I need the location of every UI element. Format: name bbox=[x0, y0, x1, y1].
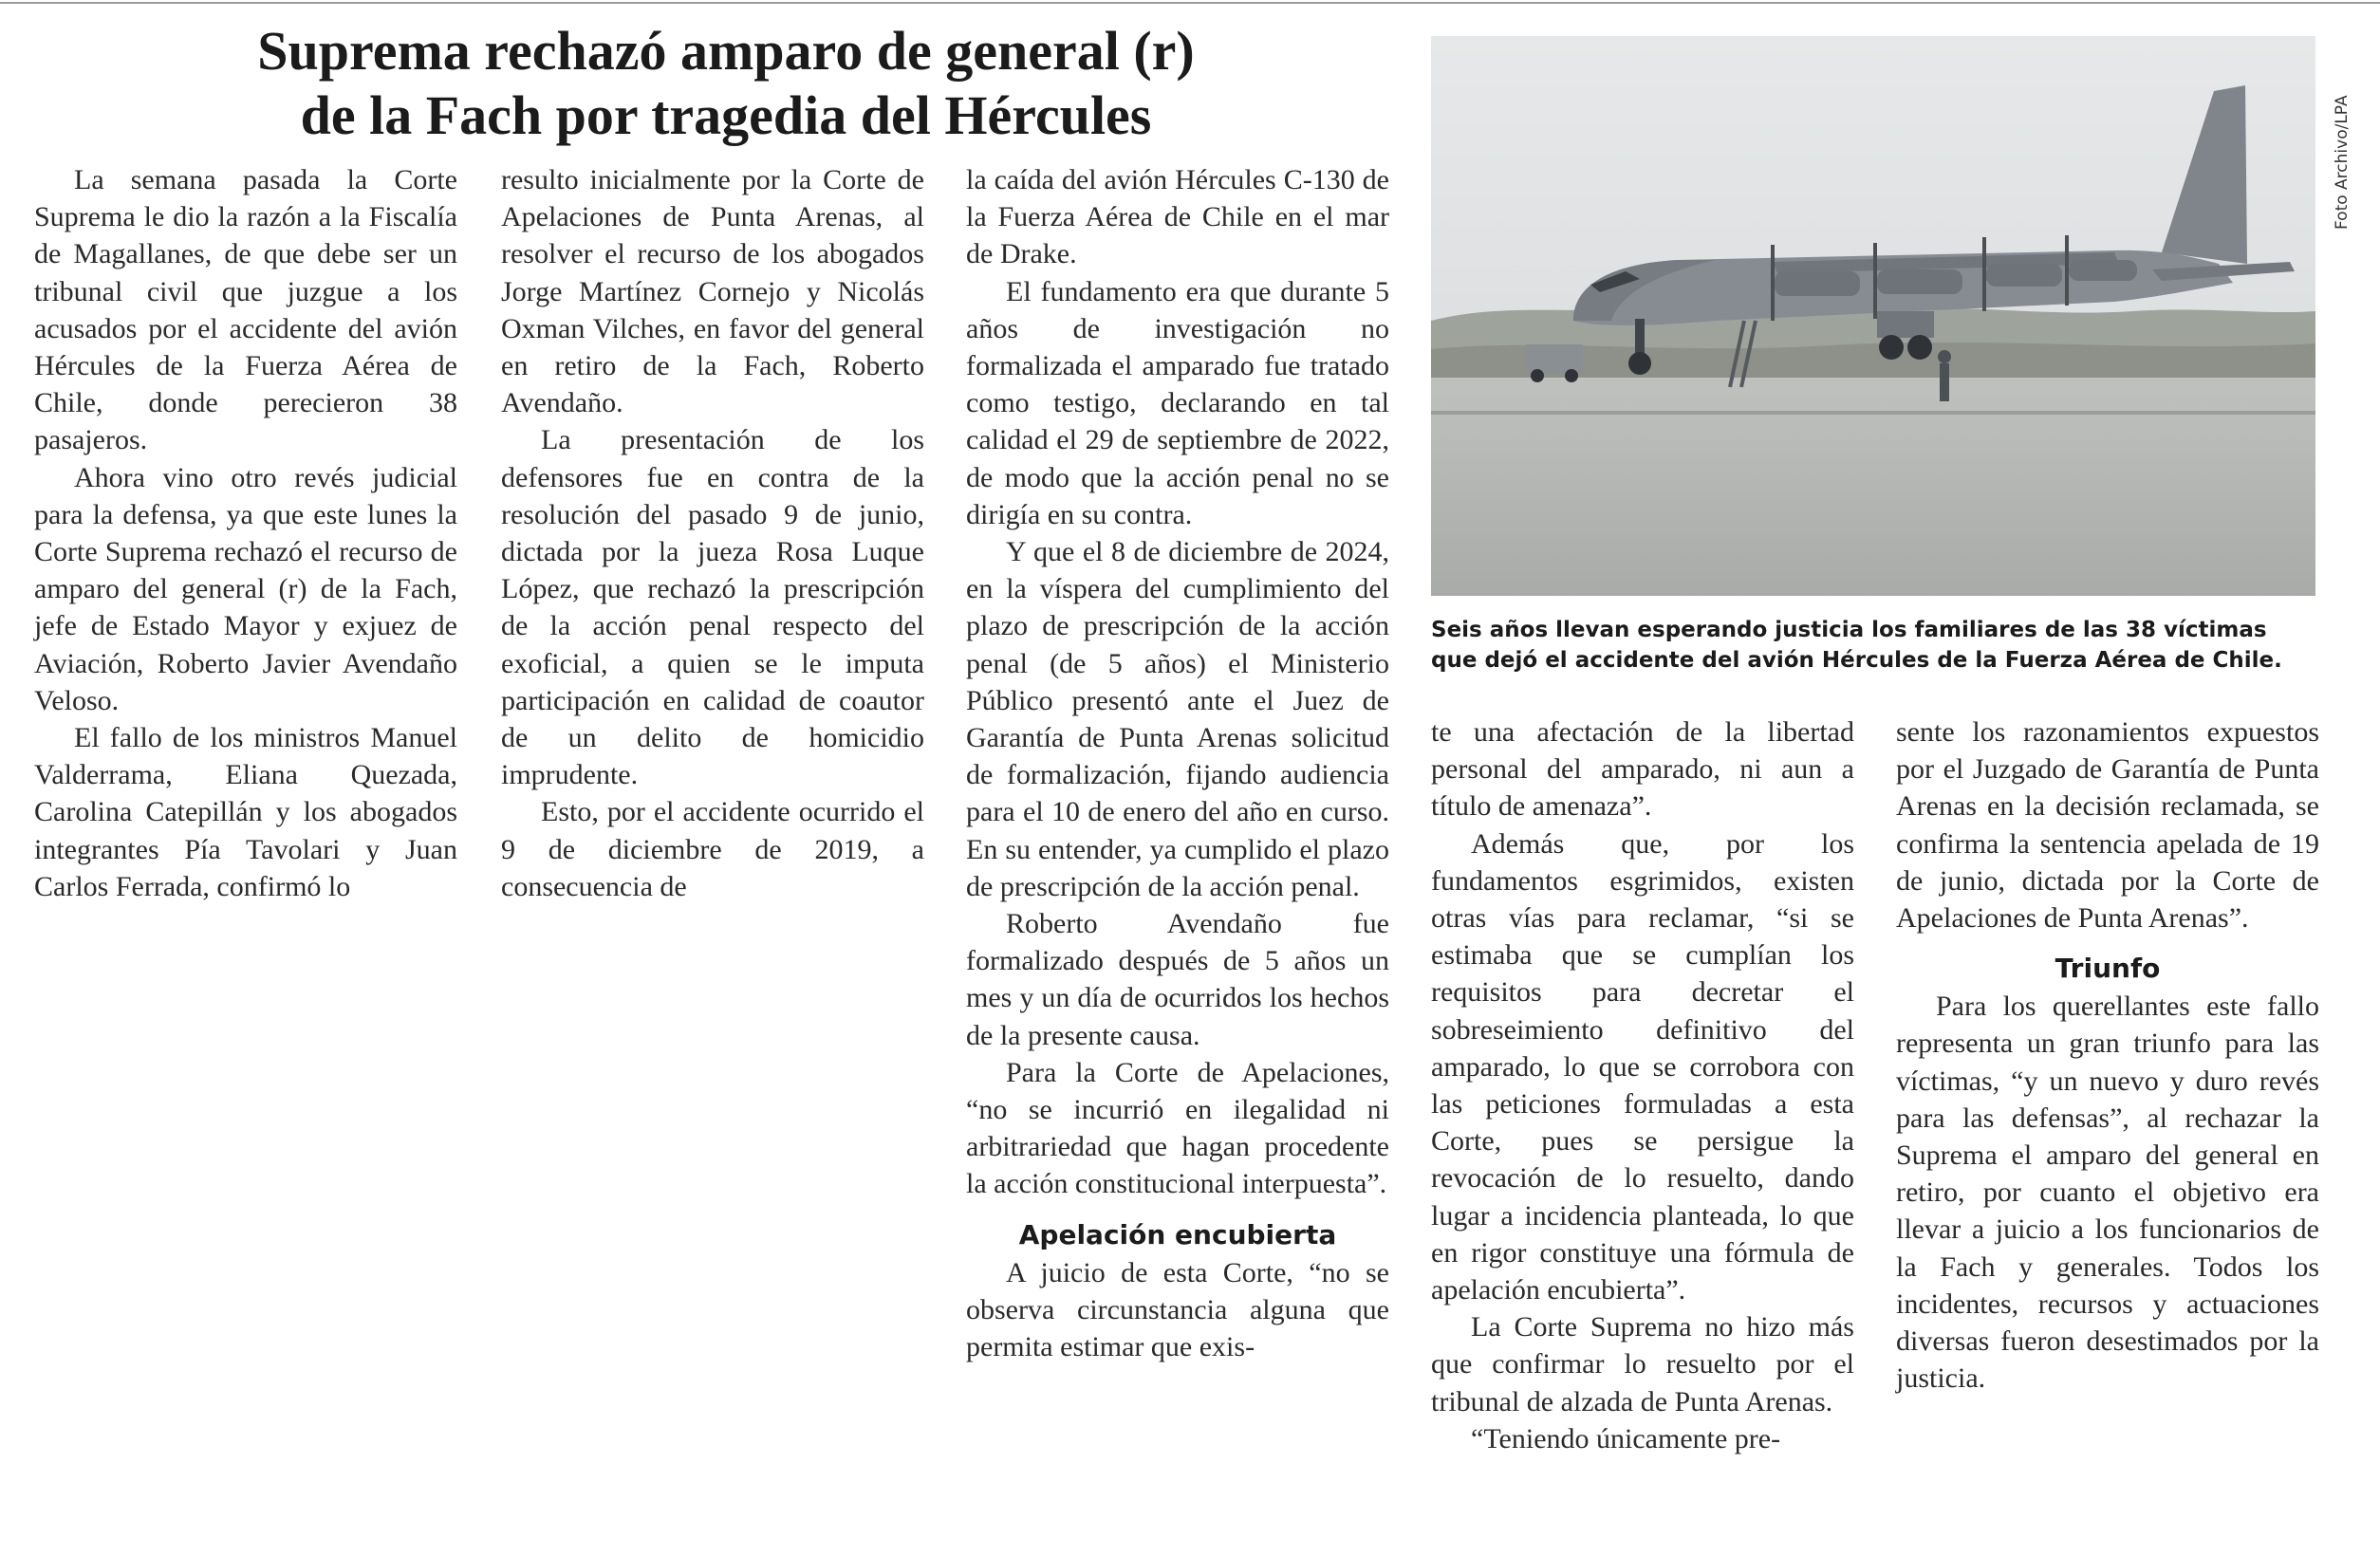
paragraph: Roberto Avendaño fue formalizado después de 5 años un mes y un día de ocurridos los hechos de la presente causa. bbox=[966, 908, 1389, 1051]
paragraph: Para la Corte de Apelaciones, “no se incurrió en ilegalidad ni arbitrariedad que hagan procedente la acción constitucional interpuesta”. bbox=[966, 1056, 1389, 1200]
paragraph: Además que, por los fundamentos esgrimidos, existen otras vías para reclamar, “si se estimaba que se cumplían los requisitos para decretar el sobreseimiento definitivo del amparado, lo que se corrobora con las peticiones formuladas a esta Corte, pues se persigue la revocación de lo resuelto, dando lugar a incidencia planteada, lo que en rigor constituye una fórmula de apelación encubierta”. bbox=[1431, 827, 1854, 1306]
top-rule bbox=[0, 2, 2380, 4]
headline-line-2: de la Fach por tragedia del Hércules bbox=[300, 84, 1152, 146]
article-column-3 bbox=[966, 161, 1389, 1365]
photo-credit: Foto Archivo/LPA bbox=[2333, 95, 2352, 230]
paragraph: Ahora vino otro revés judicial para la defensa, ya que este lunes la Corte Suprema rechazó el recurso de amparo del general (r) de la Fach, jefe de Estado Mayor y exjuez de Aviación, Roberto Javier Avendaño Veloso. bbox=[34, 461, 457, 716]
photo-caption: Seis años llevan esperando justicia los familiares de las 38 víctimas que dejó el accidente del avión Hércules de la Fuerza Aérea de Chile. bbox=[1431, 618, 2282, 673]
article-column-2 bbox=[501, 161, 924, 905]
paragraph: A juicio de esta Corte, “no se observa circunstancia alguna que permita estimar que exis- bbox=[966, 1256, 1389, 1363]
subheading: Triunfo bbox=[2055, 953, 2161, 985]
headline-line-1: Suprema rechazó amparo de general (r) bbox=[257, 20, 1195, 82]
article-column-1 bbox=[34, 161, 457, 905]
paragraph: La presentación de los defensores fue en contra de la resolución del pasado 9 de junio, dictada por la jueza Rosa Luque López, que rechazó la prescripción de la acción penal respecto del exoficial, a quien se le imputa participación en calidad de coautor de un delito de homicidio imprudente. bbox=[501, 424, 924, 791]
paragraph: El fundamento era que durante 5 años de investigación no formalizada el amparado fue tratado como testigo, declarando en tal calidad el 29 de septiembre de 2022, de modo que la acción penal no se dirigía en su contra. bbox=[966, 275, 1389, 530]
headline bbox=[28, 19, 1423, 148]
paragraph: Para los querellantes este fallo representa un gran triunfo para las víctimas, “y un nuevo y duro revés para las defensas”, al rechazar la Suprema el amparo del general en retiro, por cuanto el objetivo era llevar a juicio a los funcionarios de la Fach y generales. Todos los incidentes, recursos y actuaciones diversas fueron desestimados por la justicia. bbox=[1896, 991, 2319, 1395]
paragraph: La Corte Suprema no hizo más que confirmar lo resuelto por el tribunal de alzada de Punta Arenas. bbox=[1431, 1311, 1854, 1417]
paragraph: sente los razonamientos expuestos por el Juzgado de Garantía de Punta Arenas en la decisión reclamada, se confirma la sentencia apelada de 19 de junio, dictada por la Corte de Apelaciones de Punta Arenas”. bbox=[1896, 716, 2319, 935]
paragraph: “Teniendo únicamente pre- bbox=[1471, 1422, 1781, 1454]
paragraph: Esto, por el accidente ocurrido el 9 de diciembre de 2019, a consecuencia de bbox=[501, 796, 924, 902]
paragraph: La semana pasada la Corte Suprema le dio la razón a la Fiscalía de Magallanes, de que debe ser un tribunal civil que juzgue a los acusados por el accidente del avión Hércules de la Fuerza Aérea de Chile, donde perecieron 38 pasajeros. bbox=[34, 164, 457, 456]
paragraph: la caída del avión Hércules C-130 de la Fuerza Aérea de Chile en el mar de Drake. bbox=[966, 164, 1389, 270]
paragraph: resulto inicialmente por la Corte de Apelaciones de Punta Arenas, al resolver el recurso de los abogados Jorge Martínez Cornejo y Nicolás Oxman Vilches, en favor del general en retiro de la Fach, Roberto Avendaño. bbox=[501, 164, 924, 419]
paragraph: te una afectación de la libertad personal del amparado, ni aun a título de amenaza”. bbox=[1431, 716, 1854, 823]
article-column-4 bbox=[1431, 713, 1854, 1457]
hercules-aircraft-image bbox=[1431, 36, 2315, 596]
aircraft-photo bbox=[1431, 36, 2315, 596]
article-column-5 bbox=[1896, 713, 2319, 1397]
subheading: Apelación encubierta bbox=[1018, 1218, 1337, 1250]
paragraph: El fallo de los ministros Manuel Valderrama, Eliana Quezada, Carolina Catepillán y los abogados integrantes Pía Tavolari y Juan Carlos Ferrada, confirmó lo bbox=[34, 722, 457, 902]
paragraph: Y que el 8 de diciembre de 2024, en la víspera del cumplimiento del plazo de prescripción de la acción penal (de 5 años) el Ministerio Público presentó ante el Juez de Garantía de Punta Arenas solicitud de formalización, fijando audiencia para el 10 de enero del año en curso. En su entender, ya cumplido el plazo de prescripción de la acción penal. bbox=[966, 536, 1389, 902]
